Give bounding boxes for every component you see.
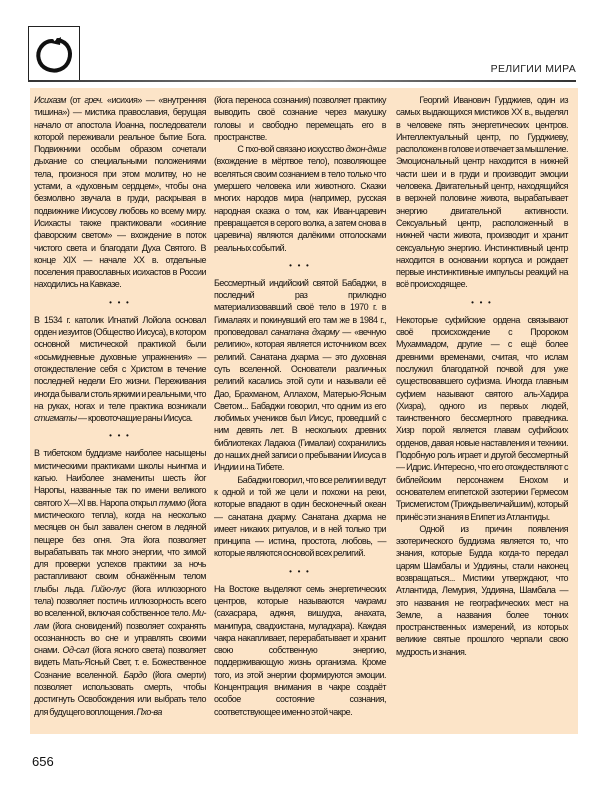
italic-term: Гийю-лус (91, 583, 126, 594)
paragraph (396, 523, 568, 658)
text-run: (йога переноса сознания) позволяет практику выводить своё сознание через макушку головы и свободно перемещать его в пространстве. (214, 95, 386, 142)
italic-term: Исихазм (34, 95, 66, 105)
text-run: (йога сновидений) позволяет сохранять осознанность во сне и управлять своими снами. (34, 620, 206, 656)
text-run: (йога смерти) позволяет использовать смерть, чтобы достигнуть Освобождения или выбрать тело для будущего воплощения. (34, 669, 206, 717)
section-separator: • • • (471, 297, 493, 307)
italic-term: джон-джиг (345, 144, 386, 155)
paragraph (214, 143, 386, 254)
text-run: (от (65, 95, 85, 105)
text-run: На Востоке выделяют семь энергетических центров, которые называются (214, 583, 386, 606)
text-run: Бессмертный индийский святой Бабаджи, в последний раз прилюдно материализовавший своё тело в 1970 г. в Гималаях и покинувший его там же в 1984 г., проповедовал (214, 277, 386, 338)
paragraph (34, 447, 206, 718)
section-separator: • • • (289, 566, 311, 576)
italic-term: чакрами (354, 595, 386, 606)
section-separator: • • • (109, 297, 131, 307)
column-3 (396, 94, 568, 658)
text-run: (вхождение в мёртвое тело), позволяющее вселяться своим сознанием в тело только что умершего человека или животного. Сказки многих народов мира (например, русская народная сказка о том, как Иван-царевич превращается в серого волка, а затем снова в царевича) являются далёкими отголосками реальных событий. (214, 156, 386, 253)
text-run: (йога иллюзорного тела) позволяет постичь иллюзорность всего во вселенной, включая собственное тело. (34, 583, 206, 619)
italic-term: Ми-лам (34, 608, 206, 631)
paragraph (396, 94, 568, 291)
text-run: (сахасрара, аджня, вишудха, анахата, манипура, свадхистана, муладхара). Каждая чакра накапливает, перерабатывает и хранит свою собственную энергию, поддерживающую жизнь организма. Кроме того, из этой энергии формируются эмоции. Концентрация внимания в чакре создаёт особое состояние сознания, соответствующее именно этой чакре. (214, 608, 386, 717)
text-run: В 1534 г. католик Игнатий Лойола основал орден иезуитов (Общество Иисуса), в котором основной мистической практикой были «осьмидневные духовные упражнения» — отождествление себя с Христом в течение последней недели Его жизни. Переживания иногда бывали столь яркими и реальными, что на руках, ногах и теле практика возникали (34, 314, 206, 411)
text-run: (йога мистического тепла), когда на несколько месяцев он был завален снегом в ледяной пещере без огня. Эта йога позволяет вырабатывать так много энергии, что зимой для проверки успехов практики за ночь растапливают своим обнажённым телом глыбы льда. (34, 497, 206, 594)
text-run: В тибетском буддизме наиболее насыщены мистическими практиками школы ньингма и кагью. Наиболее знамениты шесть йог Наропы, названные так по имени великого святого X—XI вв. Наропа открыл (34, 448, 206, 508)
header-rule (28, 80, 576, 82)
paragraph (34, 314, 206, 425)
logo-box (28, 26, 80, 81)
italic-term: Од-сал (62, 645, 89, 656)
italic-term: стигматы (34, 413, 77, 424)
italic-term: греч. (84, 95, 103, 105)
italic-term: Бардо (123, 669, 147, 680)
paragraph (214, 474, 386, 560)
text-run: Некоторые суфийские ордена связывают своё происхождение с Пророком Мухаммадом, другие — с ещё более древними временами, считая, что ислам послужил благодатной почвой для уже существовавшего суфизма. Иногда главным суфием называют святого аль-Хадира (Хизра), одного из первых людей, таинственного бессмертного праведника. Хизр порой является главам суфийских орденов, давая новые наставления и техники. Подобную роль играет и другой бессмертный — Идрис. Интересно, что его отождествляют с библейским персонажем Енохом и основателем египетской эзотерики Гермесом Трисмегистом (Триждывеличайшим), который принёс эти знания в Египет из Атлантиды. (396, 314, 568, 522)
text-run: — кровоточащие раны Иисуса. (76, 413, 193, 424)
column-1 (34, 94, 206, 718)
text-run: Георгий Иванович Гурджиев, один из самых выдающихся мистиков XX в., выделял в человеке пять энергетических центров. Интеллектуальный центр, по Гурджиеву, расположен в голове и отвечает за мышление. Эмоциональный центр находится в нижней части шеи и в груди и производит эмоции человека. Двигательный центр, находящийся в верхней половине живота, вырабатывает энергию двигательной активности. Сексуальный центр, расположенный в нижней части живота, производит и хранит сексуальную энергию. Инстинктивный центр находится в основании корпуса и рождает первые инстинктивные импульсы реакций на всё происходящее. (396, 95, 568, 290)
paragraph (214, 583, 386, 718)
paragraph (214, 94, 386, 143)
ouroboros-icon (34, 33, 74, 75)
section-title: РЕЛИГИИ МИРА (490, 63, 576, 75)
text-run: (йога ясного света) позволяет видеть Мать-Ясный Свет, т. е. Божественное Сознание вселенной. (34, 645, 206, 680)
column-2 (214, 94, 386, 718)
page-number: 656 (32, 754, 54, 769)
text-run: Бабаджи говорил, что все религии ведут к одной и той же цели и похожи на реки, которые впадают в один бесконечный океан — санатана дхарму. Санатана дхарма не имеет никаких ритуалов, и в ней только три принципа — истина, простота, любовь, — которые являются основой всех религий. (214, 474, 386, 559)
paragraph (396, 314, 568, 523)
italic-term: санатана дхарму (270, 327, 339, 338)
text-run: Одной из причин появления эзотерического буддизма является то, что знания, которые Будда когда-то передал царям Шамбалы и Уддияны, стали наконец возвращаться... Мистики утверждают, что Атлантида, Лемурия, Уддияна, Шамбала — это названия не географических мест на Земле, а названия более тонких пространственных измерений, из которых великие святые прошлого черпали свою мудрость и знания. (396, 523, 568, 657)
italic-term: Пхо-ва (136, 706, 162, 717)
italic-term: туммо (158, 497, 186, 508)
text-run: «исихия» — «внутренняя тишина») — мистика православия, берущая начало от апостола Иоанна, последователи которой переживали реальное бытие Бога. Подвижники особым образом сочетали дыхание со специальными положениями тела, произнося при этом молитву, но не устами, а «духовным сердцем», чтобы она безмолвно звучала в груди, раскрывая в подвижнике Иисусову любовь ко всему миру. Исихасты также практиковали «осияние фаворским светом» — вхождение в поток чистого света и благодати Духа Святого. В конце XIX — начале XX в. отдельные поселения православных исихастов в России находились на Кавказе. (34, 95, 206, 290)
paragraph (214, 277, 386, 474)
paragraph (34, 94, 206, 291)
text-run: — «вечную религию», которая является источником всех религий. Санатана дхарма — это духовная суть вселенной. Основатели различных религий касались этой сути и называли её Дао, Брахманом, Аллахом, Матерью-Ясным Светом... Бабаджи говорил, что одним из его любимых учеников был Иисус, проведший с ним девять лет. В нескольких древних библиотеках Ладакха (Гималаи) сохранились до наших дней записи о пребывании Иисуса в Индии и на Тибете. (214, 327, 387, 473)
section-separator: • • • (109, 431, 131, 441)
text-run: С пхо-вой связано искусство (237, 144, 346, 155)
section-separator: • • • (289, 260, 311, 270)
